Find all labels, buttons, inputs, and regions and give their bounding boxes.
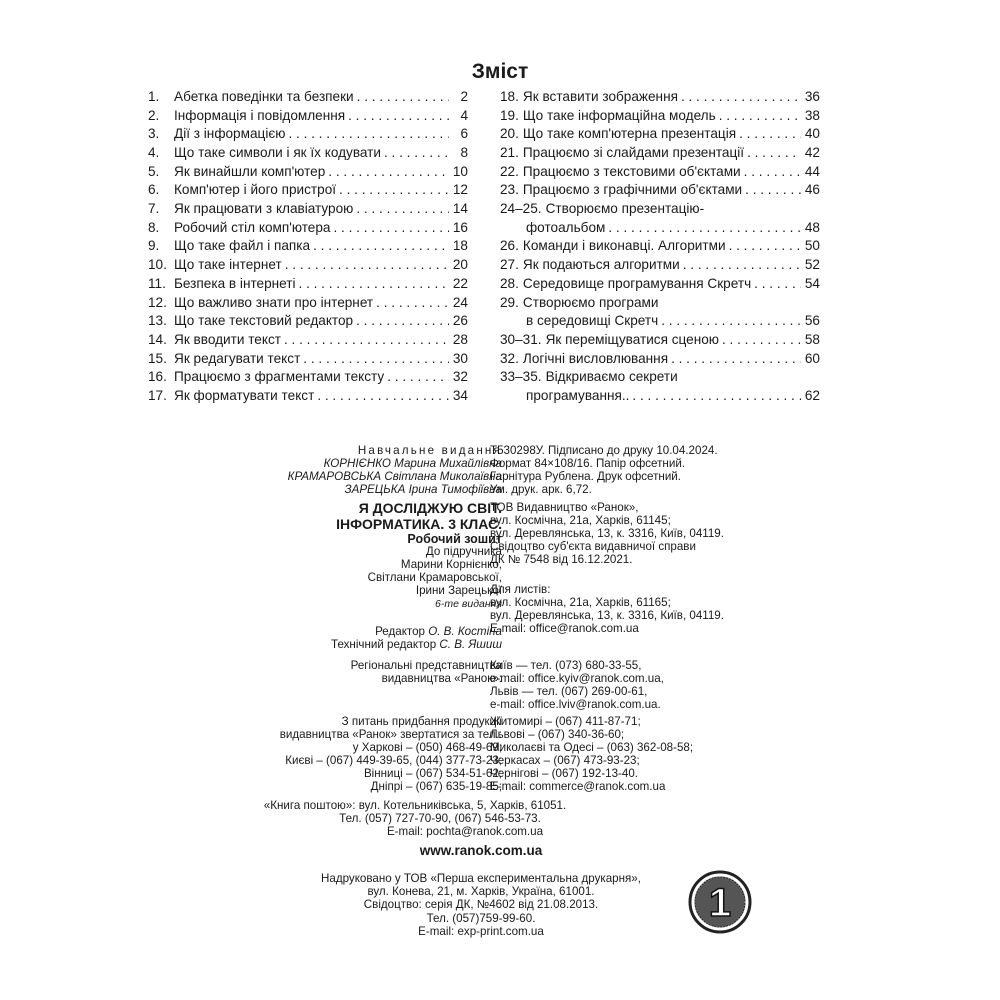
- toc-number: 17.: [148, 387, 167, 403]
- toc-number: 15.: [148, 350, 167, 366]
- toc-number: 11.: [148, 275, 166, 291]
- toc-entry: [500, 294, 820, 313]
- editors: [200, 626, 502, 652]
- toc-number: 9.: [148, 238, 160, 254]
- toc-entry: [148, 312, 468, 331]
- toc-leader-dots: [671, 350, 801, 369]
- toc-page-number: 22: [452, 275, 468, 291]
- purchase-line: Дніпрі – (067) 635-19-85;: [370, 779, 502, 793]
- website: [0, 842, 962, 860]
- toc-leader-dots: [608, 219, 801, 238]
- toc-number: 33–35.: [500, 369, 542, 385]
- toc-entry: [500, 200, 820, 219]
- regional-line-2: видавництва «Ранок»:: [381, 671, 502, 685]
- toc-title: Як вводити текст: [174, 331, 281, 347]
- purchase-line: З питань придбання продукції: [341, 715, 502, 728]
- regional-line-1: Регіональні представництва: [350, 659, 502, 672]
- printing-stamp-icon: [688, 870, 752, 934]
- toc-page-number: 4: [460, 107, 468, 123]
- print-info-line: Ум. друк. арк. 6,72.: [490, 482, 592, 496]
- to-textbook-4: Ірини Зарецької: [415, 583, 502, 597]
- toc-title: Як форматувати текст: [174, 387, 315, 403]
- toc-title: Відкриваємо секрети: [545, 369, 678, 385]
- toc-leader-dots: [747, 144, 801, 163]
- toc-title: Як переміщуватися сценою: [545, 331, 719, 347]
- toc-title: Як редагувати текст: [174, 350, 301, 366]
- toc-number: 8.: [148, 219, 160, 235]
- toc-leader-dots: [356, 200, 449, 219]
- toc-page-number: 50: [804, 238, 820, 254]
- publisher-info: [490, 502, 790, 567]
- toc-title: Працюємо з фрагментами тексту: [174, 369, 385, 385]
- toc-number: 2.: [148, 107, 160, 123]
- to-textbook-2: Марини Корнієнко,: [400, 557, 502, 571]
- toc-entry: [148, 331, 468, 350]
- toc-leader-dots: [328, 163, 449, 182]
- toc-entry: [500, 275, 820, 294]
- toc-leader-dots: [744, 163, 801, 182]
- toc-page-number: 42: [804, 145, 820, 161]
- city-phone-line: Черкасах – (067) 473-93-23;: [490, 753, 640, 767]
- toc-page-number: 38: [804, 107, 820, 123]
- author-3: ЗАРЕЦЬКА Ірина Тимофіївна: [344, 482, 502, 496]
- toc-leader-dots: [313, 237, 449, 256]
- author-2: КРАМАРОВСЬКА Світлана Миколаївна: [287, 469, 502, 483]
- toc-page-number: 52: [804, 257, 820, 273]
- toc-entry: [500, 163, 820, 182]
- toc-number: 29.: [500, 294, 519, 310]
- toc-title: Що таке інформаційна модель: [522, 107, 716, 123]
- toc-entry: [500, 219, 820, 238]
- website-link[interactable]: www.ranok.com.ua: [419, 843, 543, 858]
- printing-house: [0, 872, 962, 938]
- toc-number: 30–31.: [500, 331, 542, 347]
- toc-title: Логічні висловлювання: [522, 350, 669, 366]
- toc-entry: [500, 312, 820, 331]
- toc-title: Що важливо знати про інтернет: [174, 294, 374, 310]
- toc-entry: [148, 125, 468, 144]
- letters-line: вул. Космічна, 21а, Харків, 61165;: [490, 595, 671, 609]
- toc-entry: [500, 256, 820, 275]
- letters-line: E-mail: office@ranok.com.ua: [490, 621, 639, 635]
- toc-number: 24–25.: [500, 201, 542, 217]
- toc-entry: [500, 350, 820, 369]
- book-by-mail: [0, 800, 1000, 839]
- toc-leader-dots: [384, 144, 449, 163]
- toc-title: Працюємо з графічними об'єктами: [522, 182, 743, 198]
- purchase-line: Вінниці – (067) 534-51-62;: [363, 766, 502, 780]
- publisher-line: вул. Деревлянська, 13, к. 3316, Київ, 04119.: [490, 526, 724, 540]
- toc-title: Безпека в інтернеті: [174, 275, 296, 291]
- toc-page-number: 44: [804, 163, 820, 179]
- edition-number: 6-те видання: [435, 597, 502, 610]
- toc-page-number: 54: [804, 275, 820, 291]
- toc-leader-dots: [348, 107, 449, 126]
- toc-number: 5.: [148, 163, 160, 179]
- toc-number: 1.: [148, 88, 160, 104]
- toc-entry: [148, 144, 468, 163]
- toc-page-number: 20: [452, 257, 468, 273]
- toc-title: фотоальбом: [526, 219, 606, 235]
- toc-number: 14.: [148, 331, 167, 347]
- toc-page-number: 62: [804, 387, 820, 403]
- book-title-1: Я ДОСЛІДЖУЮ СВІТ.: [358, 500, 502, 516]
- toc-title: Що таке текстовий редактор: [174, 313, 354, 329]
- letters-line: вул. Деревлянська, 13, к. 3316, Київ, 04119.: [490, 608, 724, 622]
- toc-title: Комп'ютер і його пристрої: [174, 182, 337, 198]
- toc-number: 10.: [148, 257, 167, 273]
- toc-page-number: 14: [452, 201, 468, 217]
- publisher-line: вул. Космічна, 21а, Харків, 61145;: [490, 513, 671, 527]
- toc-number: 3.: [148, 126, 160, 142]
- toc-leader-dots: [681, 88, 801, 107]
- city-phones: [490, 716, 790, 793]
- toc-entry: [500, 125, 820, 144]
- toc-number: 20.: [500, 126, 519, 142]
- toc-leader-dots: [632, 387, 801, 406]
- toc-number: 28.: [500, 275, 519, 291]
- mail-line: «Книга поштою»: вул. Котельниківська, 5, Харків, 61051.: [263, 799, 567, 812]
- toc-title: Робочий стіл комп'ютера: [174, 219, 331, 235]
- toc-title: Створюємо презентацію-: [545, 201, 705, 217]
- toc-title: Абетка поведінки та безпеки: [174, 88, 354, 104]
- publisher-line: ТОВ Видавництво «Ранок»,: [490, 501, 639, 514]
- toc-page-number: 12: [452, 182, 468, 198]
- toc-entry: [500, 368, 820, 387]
- toc-leader-dots: [745, 181, 801, 200]
- print-info-line: Т530298У. Підписано до друку 10.04.2024.: [490, 444, 718, 457]
- toc-page-number: 26: [452, 313, 468, 329]
- toc-entry: [148, 181, 468, 200]
- toc-entry: [148, 219, 468, 238]
- toc-title: Як працювати з клавіатурою: [174, 201, 354, 217]
- toc-title: Що таке символи і як їх кодувати: [174, 145, 381, 161]
- toc-entry: [148, 163, 468, 182]
- print-info: [490, 445, 790, 497]
- page-title: Зміст: [471, 60, 529, 83]
- toc-number: 22.: [500, 163, 519, 179]
- toc-title: Що таке файл і папка: [174, 238, 311, 254]
- purchase-line: Києві – (067) 449-39-65, (044) 377-73-23;: [285, 753, 502, 767]
- toc-entry: [148, 350, 468, 369]
- toc-leader-dots: [317, 387, 449, 406]
- printed-line: Надруковано у ТОВ «Перша експериментальна друкарня»,: [321, 872, 641, 885]
- regional-contact-line: e-mail: office.lviv@ranok.com.ua.: [490, 697, 661, 711]
- toc-right-column: [500, 88, 820, 406]
- toc-title: програмування..: [526, 387, 630, 403]
- toc-number: 21.: [500, 145, 519, 161]
- toc-page-number: 24: [452, 294, 468, 310]
- toc-leader-dots: [339, 181, 449, 200]
- letters-info: [490, 584, 790, 636]
- toc-leader-dots: [334, 219, 450, 238]
- to-textbook-3: Світлани Крамаровської,: [367, 570, 502, 584]
- book-title-2: ІНФОРМАТИКА. 3 КЛАС.: [336, 516, 502, 532]
- toc-page-number: 40: [804, 126, 820, 142]
- regional-contact-line: e-mail: office.kyiv@ranok.com.ua,: [490, 671, 664, 685]
- toc-entry: [500, 331, 820, 350]
- purchase-line: у Харкові – (050) 468-49-69;: [352, 740, 502, 754]
- toc-entry: [148, 200, 468, 219]
- printed-line: Свідоцтво: серія ДК, №4602 від 21.08.2013.: [363, 898, 599, 912]
- toc-number: 18.: [500, 88, 519, 104]
- toc-entry: [148, 88, 468, 107]
- toc-leader-dots: [754, 275, 801, 294]
- toc-page-number: 34: [452, 387, 468, 403]
- toc-page-number: 60: [804, 350, 820, 366]
- purchase-info: [200, 716, 502, 793]
- toc-entry: [500, 144, 820, 163]
- toc-leader-dots: [739, 125, 801, 144]
- toc-entry: [500, 181, 820, 200]
- toc-leader-dots: [683, 256, 801, 275]
- workbook-label: Робочий зошит: [407, 532, 502, 546]
- toc-entry: [148, 238, 468, 257]
- tech-editor: Технічний редактор С. В. Яшиш: [331, 637, 502, 651]
- toc-title: Що таке комп'ютерна презентація: [522, 126, 737, 142]
- toc-page-number: 10: [452, 163, 468, 179]
- toc-title: Дії з інформацією: [174, 126, 286, 142]
- toc-number: 19.: [500, 107, 519, 123]
- city-phone-line: E-mail: commerce@ranok.com.ua: [490, 779, 666, 793]
- toc-entry: [148, 256, 468, 275]
- toc-page-number: 56: [804, 313, 820, 329]
- printed-line: E-mail: exp-print.com.ua: [418, 924, 544, 938]
- toc-leader-dots: [299, 275, 449, 294]
- toc-leader-dots: [729, 237, 801, 256]
- print-info-line: Формат 84×108/16. Папір офсетний.: [490, 456, 686, 470]
- regional-label: [200, 660, 502, 686]
- toc-page-number: 58: [804, 331, 820, 347]
- toc-leader-dots: [387, 368, 449, 387]
- letters-label: Для листів:: [490, 583, 551, 596]
- mail-line: Тел. (057) 727-70-90, (067) 546-53-73.: [339, 811, 541, 825]
- toc-number: 6.: [148, 182, 160, 198]
- toc-page-number: 2: [460, 88, 468, 104]
- toc-page-number: 28: [452, 331, 468, 347]
- toc-title: Що таке інтернет: [174, 257, 282, 273]
- toc-number: 32.: [500, 350, 519, 366]
- editor: Редактор О. В. Костіна: [375, 625, 502, 638]
- print-info-line: Гарнітура Рублена. Друк офсетний.: [490, 469, 682, 483]
- toc-leader-dots: [356, 312, 449, 331]
- toc-page-number: 6: [460, 126, 468, 142]
- book-info: [200, 500, 502, 611]
- toc-entry: [500, 107, 820, 126]
- toc-number: 26.: [500, 238, 519, 254]
- toc-number: 13.: [148, 313, 167, 329]
- mail-line: E-mail: pochta@ranok.com.ua: [386, 824, 544, 838]
- toc-page-number: 46: [804, 182, 820, 198]
- toc-number: 27.: [500, 257, 519, 273]
- toc-number: 7.: [148, 201, 160, 217]
- regional-contacts: [490, 660, 790, 712]
- toc-entry: [148, 294, 468, 313]
- toc-title: Інформація і повідомлення: [174, 107, 346, 123]
- city-phone-line: Житомирі – (067) 411-87-71;: [490, 715, 641, 728]
- toc-title: Працюємо зі слайдами презентації: [522, 145, 745, 161]
- toc-entry: [148, 275, 468, 294]
- city-phone-line: Львові – (067) 340-36-60;: [490, 727, 625, 741]
- edition-type: Навчальне видання: [357, 444, 502, 457]
- imprint-authors: [200, 445, 502, 497]
- toc-title: в середовищі Скретч: [526, 313, 659, 329]
- toc-leader-dots: [661, 312, 801, 331]
- toc-leader-dots: [376, 294, 449, 313]
- to-textbook-1: До підручника: [425, 545, 502, 558]
- printed-line: Тел. (057)759-99-60.: [426, 911, 536, 925]
- toc-page-number: 30: [452, 350, 468, 366]
- toc-number: 23.: [500, 182, 519, 198]
- city-phone-line: Чернігові – (067) 192-13-40.: [490, 766, 639, 780]
- toc-page-number: 32: [452, 369, 468, 385]
- toc-leader-dots: [288, 125, 449, 144]
- toc-leader-dots: [719, 107, 801, 126]
- toc-number: 16.: [148, 369, 167, 385]
- publisher-line: ДК № 7548 від 16.12.2021.: [490, 552, 633, 566]
- toc-page-number: 16: [452, 219, 468, 235]
- toc-title: Працюємо з текстовими об'єктами: [522, 163, 741, 179]
- toc-title: Як винайшли комп'ютер: [174, 163, 326, 179]
- toc-number: 12.: [148, 294, 167, 310]
- toc-number: 4.: [148, 145, 160, 161]
- toc-page-number: 36: [804, 88, 820, 104]
- publisher-line: Свідоцтво суб'єкта видавничої справи: [490, 539, 696, 553]
- stamp-number: 1: [708, 881, 732, 925]
- regional-contact-line: Львів — тел. (067) 269-00-61,: [490, 684, 648, 698]
- toc-entry: [148, 387, 468, 406]
- toc-title: Середовище програмування Скретч: [522, 275, 752, 291]
- toc-title: Як вставити зображення: [522, 88, 678, 104]
- toc-leader-dots: [357, 88, 449, 107]
- toc-page-number: 18: [452, 238, 468, 254]
- toc-page-number: 8: [460, 145, 468, 161]
- toc-entry: [500, 88, 820, 107]
- toc-page-number: 48: [804, 219, 820, 235]
- toc-leader-dots: [284, 331, 449, 350]
- printed-line: вул. Конева, 21, м. Харків, Україна, 61001.: [367, 885, 595, 899]
- city-phone-line: Миколаєві та Одесі – (063) 362-08-58;: [490, 740, 694, 754]
- toc-entry: [500, 387, 820, 406]
- toc-left-column: [148, 88, 468, 406]
- toc-leader-dots: [722, 331, 801, 350]
- purchase-line: видавництва «Ранок» звертатися за тел.:: [279, 727, 502, 741]
- toc-entry: [148, 368, 468, 387]
- toc-title: Створюємо програми: [522, 294, 659, 310]
- regional-contact-line: Київ — тел. (073) 680-33-55,: [490, 659, 642, 672]
- toc-entry: [148, 107, 468, 126]
- toc-title: Команди і виконавці. Алгоритми: [522, 238, 726, 254]
- toc-entry: [500, 238, 820, 257]
- toc-title: Як подаються алгоритми: [522, 257, 680, 273]
- toc-leader-dots: [303, 350, 449, 369]
- author-1: КОРНІЄНКО Марина Михайлівна: [323, 456, 502, 470]
- toc-leader-dots: [285, 256, 449, 275]
